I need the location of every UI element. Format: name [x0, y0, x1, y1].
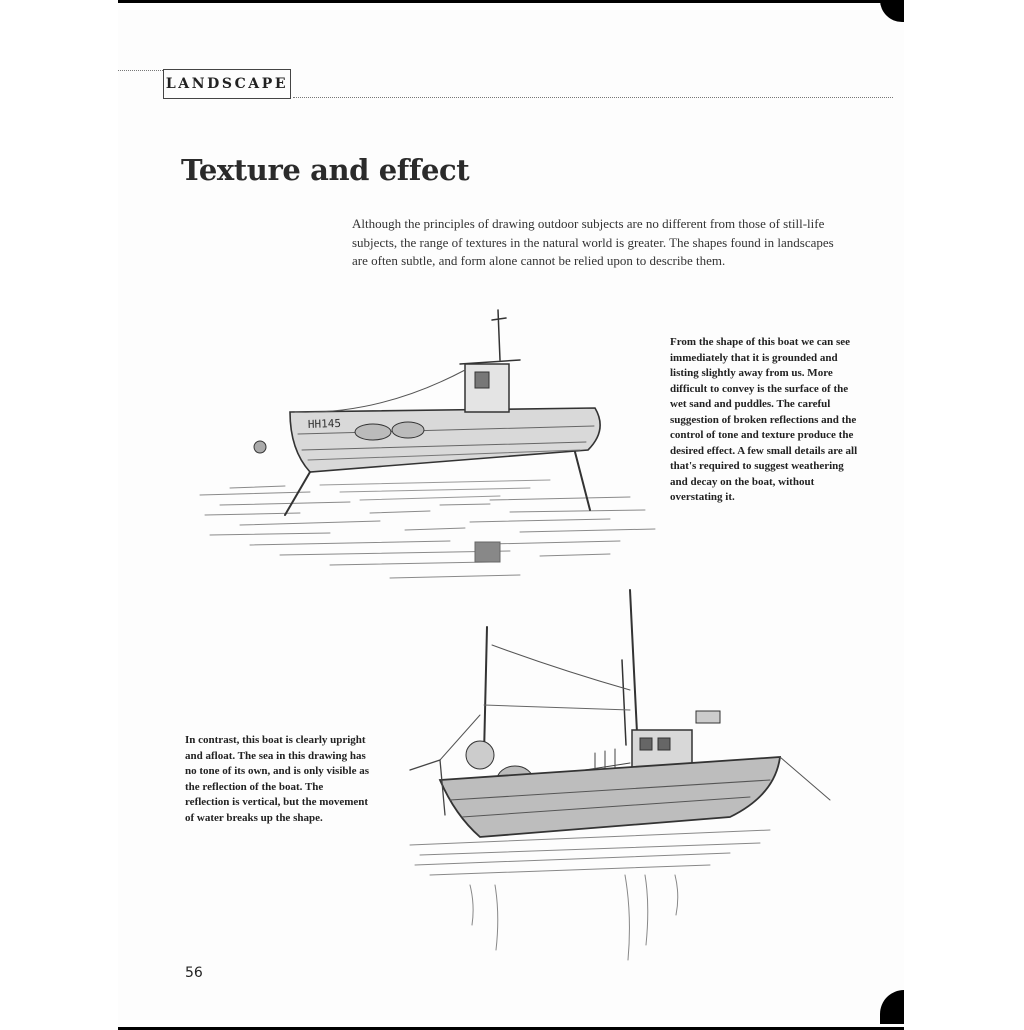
section-rule-right	[293, 97, 893, 98]
page-title: Texture and effect	[181, 153, 470, 187]
intro-paragraph: Although the principles of drawing outdoor subjects are no different from those of still-life subjects, the range of textures in the natural world is greater. The shapes found in landscapes are often subtle, and form alone cannot be relied upon to describe them.	[352, 216, 834, 268]
section-rule-left	[118, 70, 163, 71]
section-label: LANDSCAPE	[163, 69, 291, 99]
page-number: 56	[185, 965, 203, 981]
caption-floating-boat: In contrast, this boat is clearly upright and afloat. The sea in this drawing has no tone of its own, and is only visible as the reflection of the boat. The reflection is vertical, but the movement of water breaks up the shape.	[185, 734, 369, 824]
floating-boat-sketch	[400, 585, 840, 970]
caption-grounded-boat: From the shape of this boat we can see immediately that it is grounded and listing slightly away from us. More difficult to convey is the surface of the wet sand and puddles. The careful suggestion of broken reflections and the control of tone and texture produce the desired effect. A few small details are all that's required to suggest weathering and decay on the boat, without overstating it.	[670, 336, 858, 503]
grounded-boat-sketch	[190, 300, 660, 600]
hull-lettering: HH145	[307, 416, 342, 431]
